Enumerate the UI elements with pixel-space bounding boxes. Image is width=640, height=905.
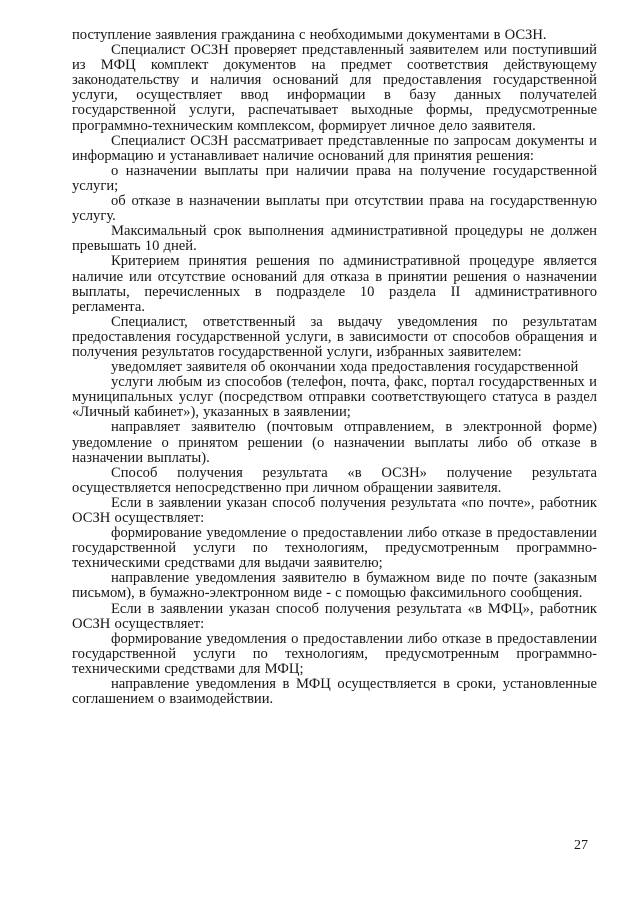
paragraph-11: направляет заявителю (почтовым отправлением, в электронной форме) уведомление о принятом решении (о назначении выплаты либо об отказе в назначении выплаты). <box>72 419 597 466</box>
document-body <box>72 28 597 707</box>
paragraph-12: Способ получения результата «в ОСЗН» получение результата осуществляется непосредственно при личном обращении заявителя. <box>72 464 597 496</box>
paragraph-4: о назначении выплаты при наличии права на получение государственной услуги; <box>72 162 597 194</box>
paragraph-3: Специалист ОСЗН рассматривает представленные по запросам документы и информацию и устанавливает наличие оснований для принятия решения: <box>72 132 597 164</box>
paragraph-13: Если в заявлении указан способ получения результата «по почте», работник ОСЗН осуществляет: <box>72 494 597 526</box>
paragraph-1: поступление заявления гражданина с необходимыми документами в ОСЗН. <box>72 27 547 43</box>
paragraph-9: уведомляет заявителя об окончании хода предоставления государственной <box>111 359 579 376</box>
paragraph-8: Специалист, ответственный за выдачу уведомления по результатам предоставления государственной услуги, в зависимости от способов обращения и получения результатов государственной услуги, избранных заявителем: <box>72 313 597 360</box>
paragraph-15: направление уведомления заявителю в бумажном виде по почте (заказным письмом), в бумажно-электронном виде - с помощью факсимильного сообщения. <box>72 570 597 602</box>
paragraph-2: Специалист ОСЗН проверяет представленный заявителем или поступивший из МФЦ комплект документов на предмет соответствия действующему законодательству и наличия оснований для предоставления государственной услуги, осуществляет ввод информации в базу данных получателей государственной услуги, распечатывает выходные формы, предусмотренные программно-техническим комплексом, формирует личное дело заявителя. <box>72 42 597 134</box>
paragraph-7: Критерием принятия решения по административной процедуре является наличие или отсутствие оснований для отказа в принятии решения о назначении выплаты, перечисленных в подразделе 10 раздела II административного регламента. <box>72 253 597 315</box>
page-number: 27 <box>574 838 588 853</box>
paragraph-5: об отказе в назначении выплаты при отсутствии права на государственную услугу. <box>72 193 597 225</box>
paragraph-18: направление уведомления в МФЦ осуществляется в сроки, установленные соглашением о взаимодействии. <box>72 676 597 708</box>
paragraph-16: Если в заявлении указан способ получения результата «в МФЦ», работник ОСЗН осуществляет: <box>72 600 597 632</box>
paragraph-6: Максимальный срок выполнения административной процедуры не должен превышать 10 дней. <box>72 223 597 255</box>
paragraph-10: услуги любым из способов (телефон, почта, факс, портал государственных и муниципальных услуг (посредством отправки соответствующего статуса в раздел «Личный кабинет»), указанных в заявлении; <box>72 374 597 421</box>
paragraph-17: формирование уведомления о предоставлении либо отказе в предоставлении государственной услуги по технологиям, предусмотренным программно-техническими средствами для МФЦ; <box>72 630 597 677</box>
paragraph-14: формирование уведомление о предоставлении либо отказе в предоставлении государственной услуги по технологиям, предусмотренным программно-техническими средствами для выдачи заявителю; <box>72 525 597 572</box>
